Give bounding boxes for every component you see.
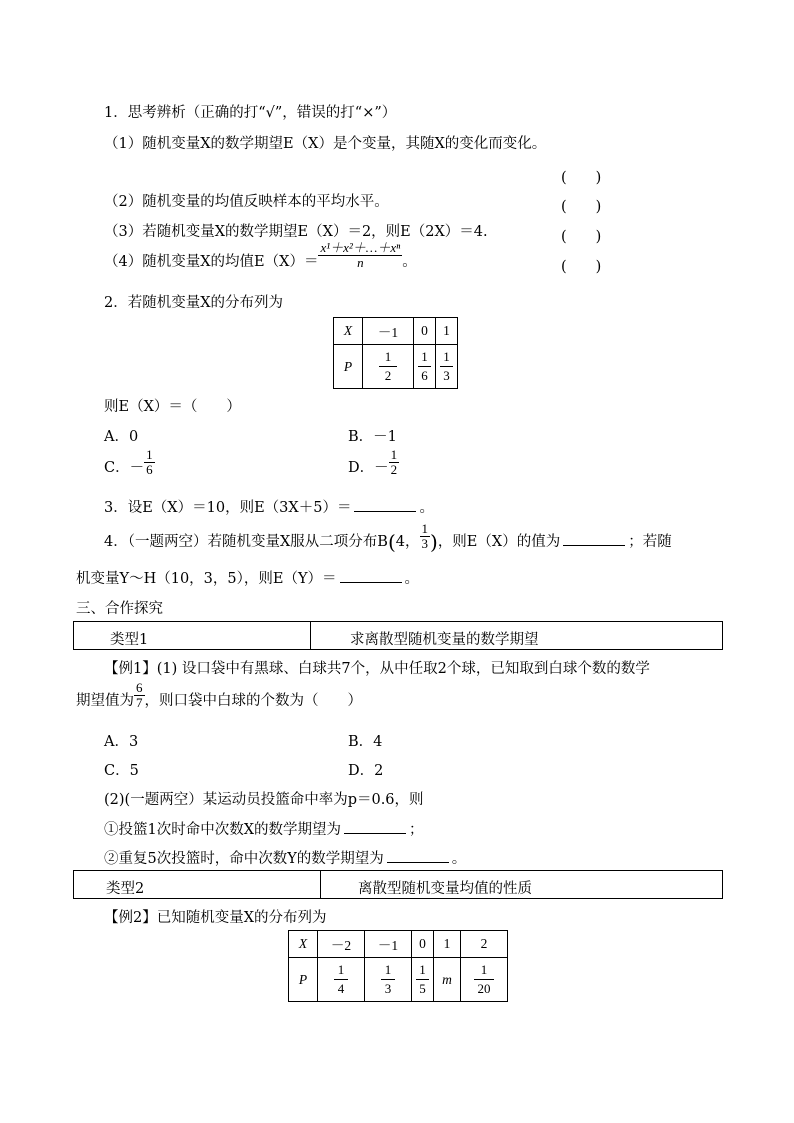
table-cell: －2 <box>318 931 365 958</box>
table-cell: X <box>334 318 363 345</box>
table-cell: 0 <box>414 318 436 345</box>
q1-answer-paren-4[interactable]: ( ) <box>561 259 602 275</box>
q2-title: 2．若随机变量X的分布列为 <box>104 295 284 311</box>
q2-distribution-table <box>333 317 458 389</box>
table-cell: m <box>434 958 461 1002</box>
table-cell-fraction: 1 4 <box>318 958 365 1002</box>
q1-item-4-text: （4）随机变量X的均值E（X）＝ <box>104 254 319 271</box>
table-cell-fraction: 1 2 <box>363 345 414 389</box>
q1-item-4-end: 。 <box>402 254 417 271</box>
table-cell: 1 <box>436 318 458 345</box>
table-cell-fraction: 1 5 <box>412 958 434 1002</box>
type-1-band <box>73 621 723 650</box>
q1-item-3: （3）若随机变量X的数学期望E（X）＝2，则E（2X）＝4. <box>104 224 488 240</box>
example-1-option-d[interactable]: D．2 <box>348 763 384 779</box>
type-2-title: 离散型随机变量均值的性质 <box>358 881 532 897</box>
q1-answer-paren-2[interactable]: ( ) <box>561 199 602 215</box>
type-2-label: 类型2 <box>106 881 145 897</box>
table-cell-fraction: 1 6 <box>414 345 436 389</box>
section-heading: 三、合作探究 <box>76 601 163 617</box>
q3: 3．设E（X）＝10，则E（3X＋5）＝ 。 <box>104 500 434 516</box>
q2-option-b[interactable]: B．－1 <box>348 429 397 445</box>
table-cell: 0 <box>412 931 434 958</box>
q2-option-a[interactable]: A．0 <box>104 429 139 445</box>
answer-blank[interactable] <box>354 510 416 512</box>
table-cell: －1 <box>365 931 412 958</box>
q1-answer-paren-1[interactable]: ( ) <box>561 170 602 186</box>
table-cell: －1 <box>363 318 414 345</box>
example-2-title: 【例2】已知随机变量X的分布列为 <box>104 910 327 926</box>
answer-blank[interactable] <box>387 861 449 863</box>
example-1-sub-1: ①投篮1次时命中次数X的数学期望为 ； <box>104 822 424 838</box>
mean-formula-numerator: x¹＋x²＋…＋xⁿ <box>320 240 401 255</box>
example-1-line-2: 期望值为 $\frac{6}{7}$ ，则口袋中白球的个数为（ ） <box>76 680 362 710</box>
answer-blank[interactable] <box>344 832 406 834</box>
table-cell-fraction: 1 3 <box>436 345 458 389</box>
q1-title: 1．思考辨析（正确的打“√”，错误的打“×”） <box>104 105 397 121</box>
example-1-option-b[interactable]: B．4 <box>348 734 383 750</box>
q2-stem: 则E（X）＝（ ） <box>104 399 241 415</box>
example-1-line-1: 【例1】(1) 设口袋中有黑球、白球共7个，从中任取2个球，已知取到白球个数的数学 <box>104 661 650 677</box>
q4-line-2: 机变量Y～H（10，3，5），则E（Y）＝ 。 <box>76 571 420 587</box>
q1-item-2: （2）随机变量的均值反映样本的平均水平。 <box>104 194 389 210</box>
q4-line-1: 4．（一题两空）若随机变量X服从二项分布B(4， $\frac{1}{3}$ )，则E（X）的值为 ；若随 <box>104 520 672 554</box>
answer-blank[interactable] <box>340 581 402 583</box>
mean-formula-denominator: n <box>357 254 364 270</box>
table-cell: P <box>289 958 318 1002</box>
table-cell-fraction: 1 20 <box>461 958 508 1002</box>
q2-option-c[interactable]: C．－ $\frac{1}{6}$ <box>104 447 153 477</box>
type-2-band <box>73 870 723 899</box>
example-2-distribution-table <box>288 930 508 1002</box>
example-1-option-a[interactable]: A．3 <box>104 734 139 750</box>
table-cell-fraction: 1 3 <box>365 958 412 1002</box>
table-cell: 1 <box>434 931 461 958</box>
type-1-title: 求离散型随机变量的数学期望 <box>350 632 539 648</box>
example-1-sub-2: ②重复5次投篮时，命中次数Y的数学期望为 。 <box>104 851 467 867</box>
q1-item-4 <box>104 240 417 271</box>
example-1-option-c[interactable]: C．5 <box>104 763 139 779</box>
type-1-label: 类型1 <box>110 632 149 648</box>
q1-item-1: （1）随机变量X的数学期望E（X）是个变量，其随X的变化而变化。 <box>104 136 547 152</box>
table-cell: 2 <box>461 931 508 958</box>
mean-formula <box>318 241 402 269</box>
answer-blank[interactable] <box>563 544 625 546</box>
example-1-part-2: (2)(一题两空）某运动员投篮命中率为p＝0.6，则 <box>104 792 424 808</box>
q1-answer-paren-3[interactable]: ( ) <box>561 229 602 245</box>
table-cell: P <box>334 345 363 389</box>
table-cell: X <box>289 931 318 958</box>
q2-option-d[interactable]: D．－ $\frac{1}{2}$ <box>348 447 398 477</box>
